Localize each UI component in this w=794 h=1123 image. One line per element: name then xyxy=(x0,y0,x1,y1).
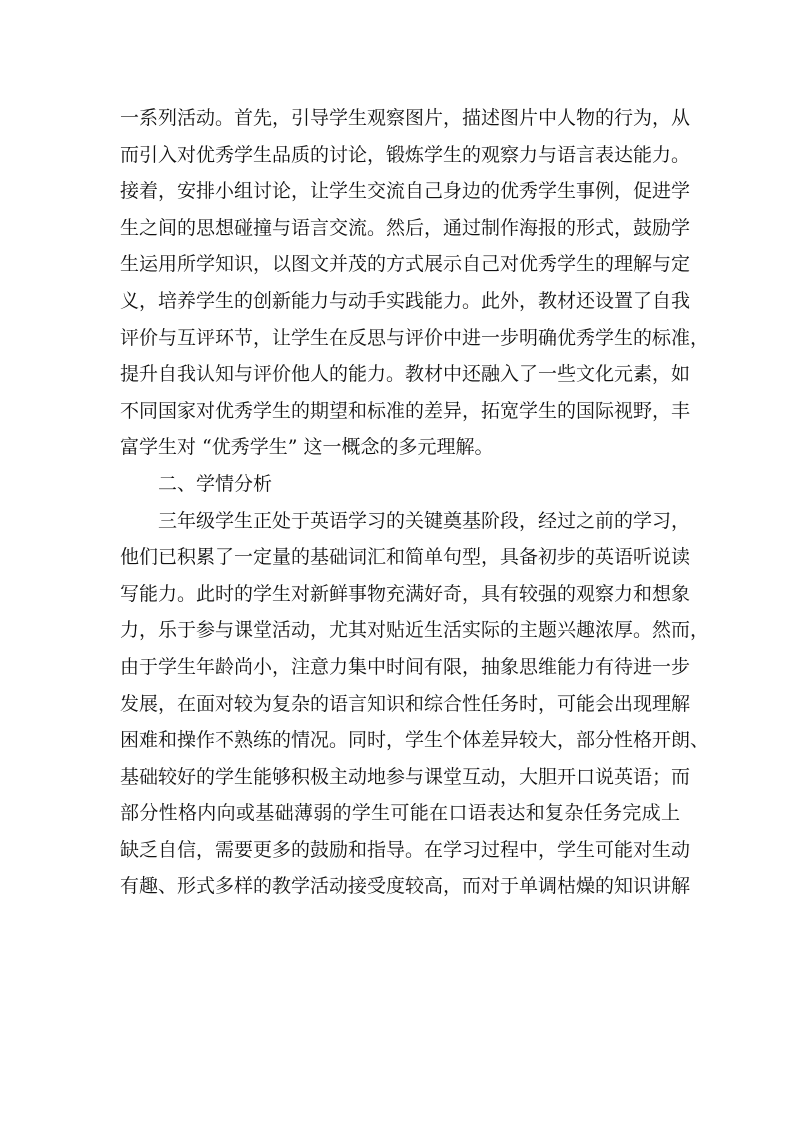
text-line: 困难和操作不熟练的情况。同时，学生个体差异较大，部分性格开朗、 xyxy=(120,729,710,752)
text-line: 富学生对 “优秀学生” 这一概念的多元理解。 xyxy=(120,436,494,459)
text-line: 由于学生年龄尚小，注意力集中时间有限，抽象思维能力有待进一步 xyxy=(120,655,691,678)
text-line: 一系列活动。首先，引导学生观察图片，描述图片中人物的行为，从 xyxy=(120,107,691,129)
text-line: 不同国家对优秀学生的期望和标准的差异，拓宽学生的国际视野，丰 xyxy=(120,399,691,422)
text-line: 生之间的思想碰撞与语言交流。然后，通过制作海报的形式，鼓励学 xyxy=(120,216,691,239)
text-line: 有趣、形式多样的教学活动接受度较高，而对于单调枯燥的知识讲解 xyxy=(120,875,691,898)
text-line: 他们已积累了一定量的基础词汇和简单句型，具备初步的英语听说读 xyxy=(120,546,691,569)
text-line: 部分性格内向或基础薄弱的学生可能在口语表达和复杂任务完成上 xyxy=(120,802,680,825)
text-line: 基础较好的学生能够积极主动地参与课堂互动，大胆开口说英语；而 xyxy=(120,765,691,788)
section-heading: 二、学情分析 xyxy=(158,472,273,495)
text-line: 评价与互评环节，让学生在反思与评价中进一步明确优秀学生的标准， xyxy=(120,326,710,349)
text-line: 发展，在面对较为复杂的语言知识和综合性任务时，可能会出现理解 xyxy=(120,692,691,715)
text-line: 提升自我认知与评价他人的能力。教材中还融入了一些文化元素，如 xyxy=(120,363,691,386)
text-line: 生运用所学知识，以图文并茂的方式展示自己对优秀学生的理解与定 xyxy=(120,253,691,276)
paragraph-learner-analysis xyxy=(120,503,710,906)
document-body xyxy=(120,100,710,905)
text-line: 而引入对优秀学生品质的讨论，锻炼学生的观察力与语言表达能力。 xyxy=(120,143,691,166)
text-line: 写能力。此时的学生对新鲜事物充满好奇，具有较强的观察力和想象 xyxy=(120,582,691,605)
paragraph-course-activities xyxy=(120,100,710,466)
text-line: 义，培养学生的创新能力与动手实践能力。此外，教材还设置了自我 xyxy=(120,289,691,312)
text-line: 三年级学生正处于英语学习的关键奠基阶段，经过之前的学习， xyxy=(158,509,691,532)
text-line: 接着，安排小组讨论，让学生交流自己身边的优秀学生事例，促进学 xyxy=(120,180,691,203)
text-line: 力，乐于参与课堂活动，尤其对贴近生活实际的主题兴趣浓厚。然而， xyxy=(120,619,710,642)
text-line: 缺乏自信，需要更多的鼓励和指导。在学习过程中，学生可能对生动 xyxy=(120,838,691,861)
